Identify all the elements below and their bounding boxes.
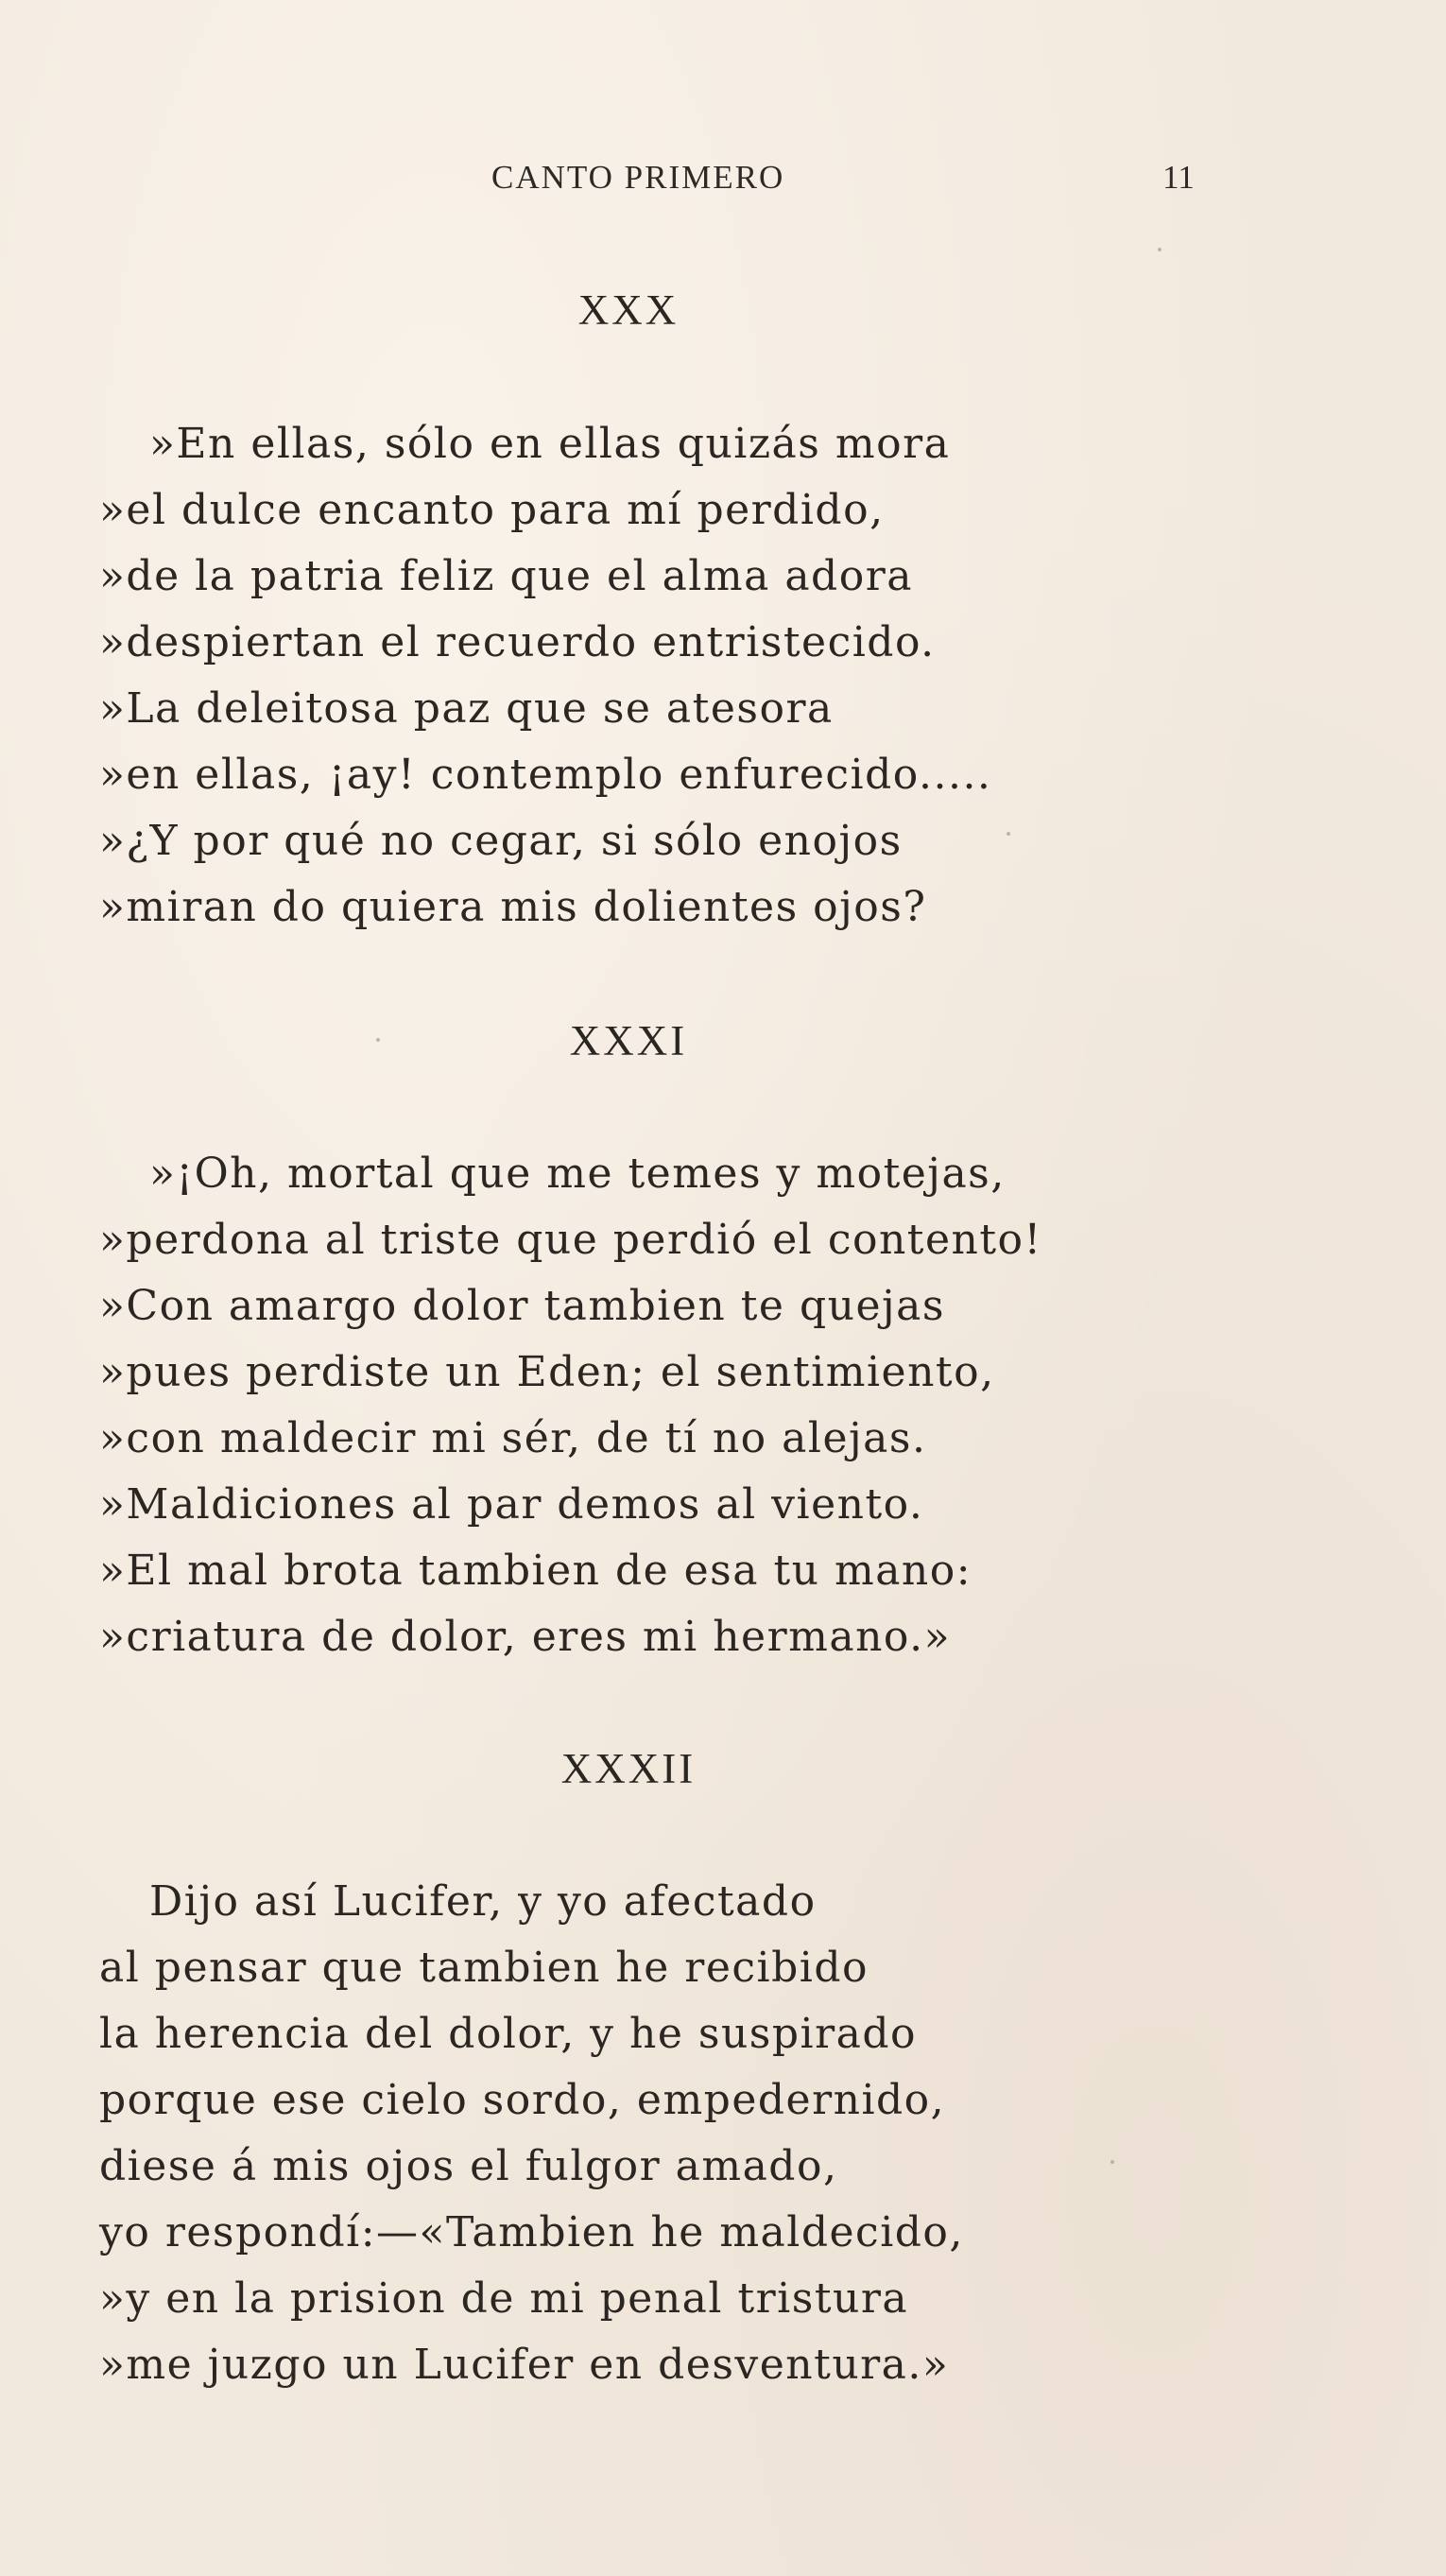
verse-line: »criatura de dolor, eres mi hermano.» [99,1613,952,1661]
verse-line: porque ese cielo sordo, empedernido, [99,2076,946,2124]
verse-line: »de la patria feliz que el alma adora [99,552,913,600]
paper-speck [1158,248,1162,251]
verse-line: »¿Y por qué no cegar, si sólo enojos [99,817,903,865]
verse-line: »El mal brota tambien de esa tu mano: [99,1547,973,1595]
verse-line: »en ellas, ¡ay! contemplo enfurecido..... [99,751,992,799]
stanza-number-xxx: XXX [577,286,680,334]
verse-line: diese á mis ojos el fulgor amado, [99,2142,838,2190]
running-title: CANTO PRIMERO [491,159,785,196]
verse-line: »despiertan el recuerdo entristecido. [99,618,936,666]
verse-line: Dijo así Lucifer, y yo afectado [149,1877,817,1926]
stanza-number-xxxii: XXXII [560,1745,697,1792]
verse-line: »Maldiciones al par demos al viento. [99,1480,924,1529]
verse-line: »pues perdiste un Eden; el sentimiento, [99,1348,995,1396]
verse-line: »con maldecir mi sér, de tí no alejas. [99,1414,927,1462]
paper-speck [376,1038,380,1042]
verse-line: »me juzgo un Lucifer en desventura.» [99,2341,950,2389]
verse-line: »En ellas, sólo en ellas quizás mora [149,420,951,468]
stanza-number-xxxi: XXXI [569,1017,688,1064]
verse-line: »el dulce encanto para mí perdido, [99,486,885,534]
verse-line: la herencia del dolor, y he suspirado [99,2010,918,2058]
verse-line: yo respondí:—«Tambien he maldecido, [99,2208,964,2256]
verse-line: »¡Oh, mortal que me temes y motejas, [149,1150,1006,1198]
verse-line: »Con amargo dolor tambien te quejas [99,1282,945,1330]
verse-line: »miran do quiera mis dolientes ojos? [99,883,927,931]
verse-line: »La deleitosa paz que se atesora [99,684,834,733]
paper-speck [1007,832,1010,836]
verse-line: »y en la prision de mi penal tristura [99,2274,909,2323]
paper-speck [1110,2160,1114,2164]
verse-line: »perdona al triste que perdió el contento! [99,1216,1042,1264]
page-number: 11 [1162,159,1195,196]
verse-line: al pensar que tambien he recibido [99,1944,869,1992]
